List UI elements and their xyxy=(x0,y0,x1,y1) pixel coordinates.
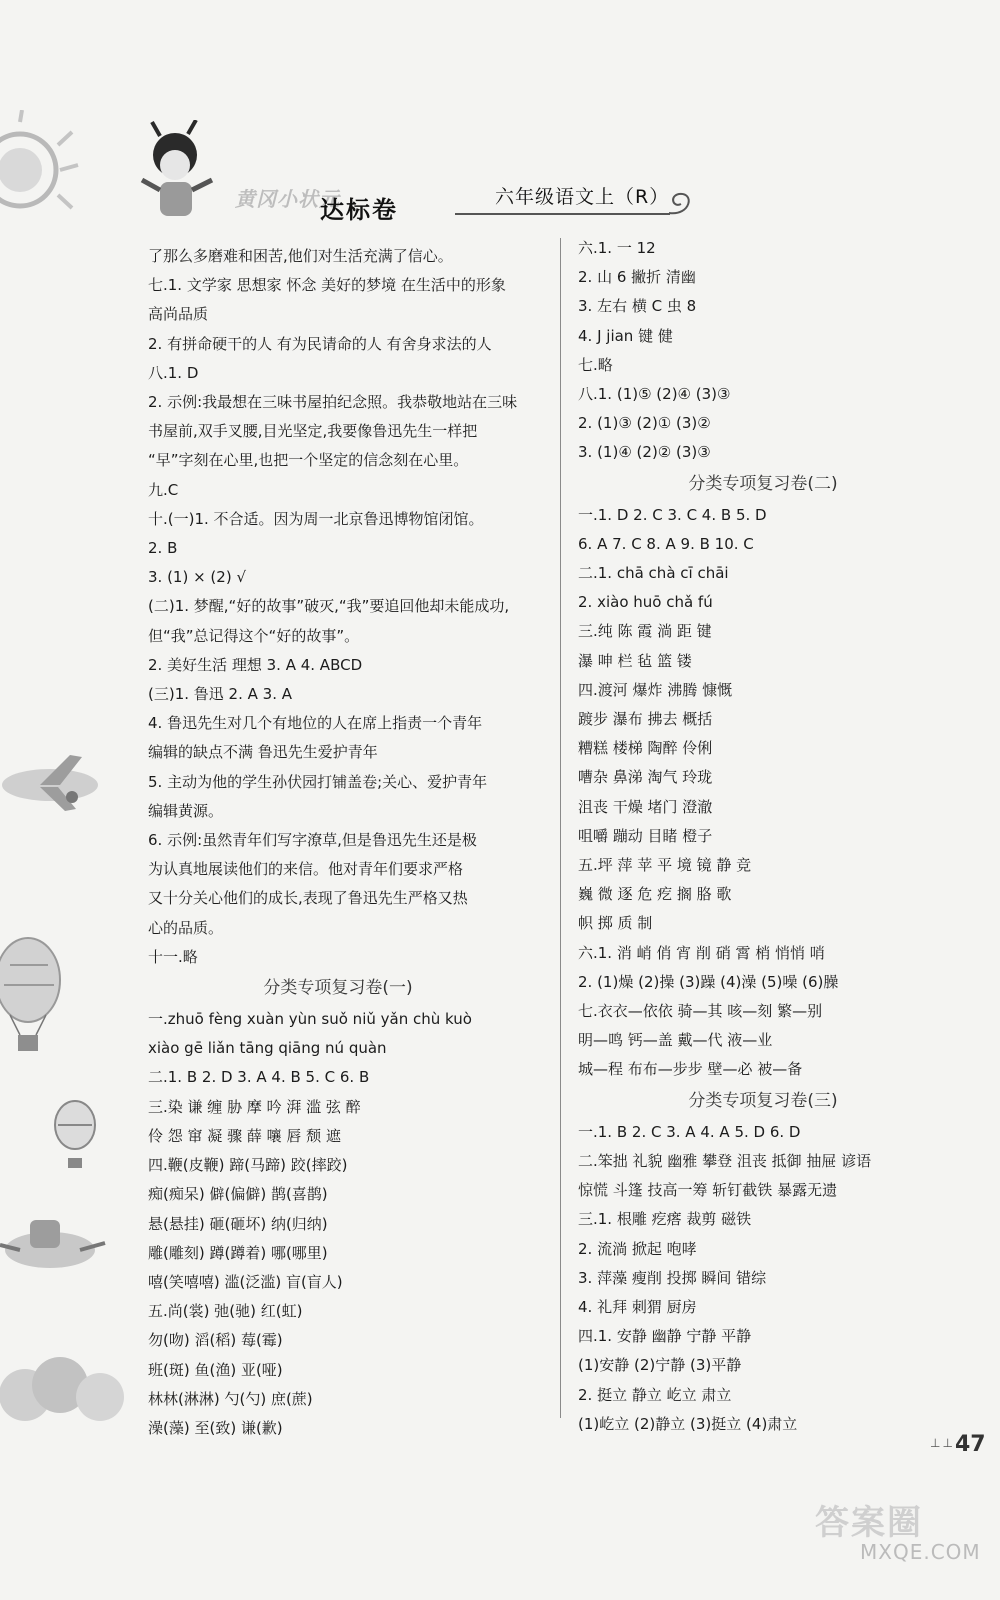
answer-line: 糟糕 楼梯 陶醉 伶俐 xyxy=(578,739,713,758)
answer-line: 5. 主动为他的学生孙伏园打铺盖卷;关心、爱护青年 xyxy=(148,772,488,791)
answer-line: 二.1. B 2. D 3. A 4. B 5. C 6. B xyxy=(148,1068,370,1087)
answer-line: 悬(悬挂) 砸(砸坏) 纳(归纳) xyxy=(148,1214,328,1233)
balloon-icon xyxy=(0,935,70,1065)
answer-line: 4. 鲁迅先生对几个有地位的人在席上指责一个青年 xyxy=(148,714,483,733)
answer-line: 四.鞭(皮鞭) 蹄(马蹄) 跤(摔跤) xyxy=(148,1156,348,1175)
answer-line: 2. (1)③ (2)① (3)② xyxy=(578,414,711,433)
grade-label: 六年级语文上（R） xyxy=(495,186,670,208)
answer-line: 五.坪 萍 苹 平 境 镜 静 竞 xyxy=(578,856,752,875)
answer-line: xiào gē liǎn tāng qiāng nú quàn xyxy=(148,1039,387,1058)
answer-line: 3. 萍藻 瘦削 投掷 瞬间 错综 xyxy=(578,1268,767,1287)
page-header xyxy=(0,0,1000,230)
answer-line: 三.染 谦 缠 胁 摩 吟 湃 滥 弦 醉 xyxy=(148,1097,361,1116)
page-number: 47 xyxy=(955,1432,986,1457)
answer-line: 惊慌 斗篷 技高一筹 斩钉截铁 暴露无遗 xyxy=(578,1181,838,1200)
answer-line: 心的品质。 xyxy=(148,918,224,937)
answer-line: 巍 微 逐 危 疙 搁 胳 歌 xyxy=(578,885,732,904)
answer-line: 2. xiào huō chǎ fú xyxy=(578,593,713,612)
answer-line: 四.1. 安静 幽静 宁静 平静 xyxy=(578,1327,752,1346)
right-column xyxy=(578,234,968,1439)
page-number-deco: ⊥⊥ xyxy=(930,1436,955,1450)
answer-line: 三.1. 根雕 疙瘩 裁剪 磁铁 xyxy=(578,1210,752,1229)
section-title: 分类专项复习卷(二) xyxy=(688,473,838,494)
answer-line: 痴(痴呆) 僻(偏僻) 鹊(喜鹊) xyxy=(148,1185,328,1204)
bush-icon xyxy=(0,1355,130,1425)
answer-line: 十.(一)1. 不合适。因为周一北京鲁迅博物馆闭馆。 xyxy=(148,509,484,528)
answer-line: 班(斑) 鱼(渔) 亚(哑) xyxy=(148,1360,283,1379)
answer-line: “早”字刻在心里,也把一个坚定的信念刻在心里。 xyxy=(148,451,469,470)
answer-line: 6. 示例:虽然青年们写字潦草,但是鲁迅先生还是极 xyxy=(148,831,477,850)
answer-line: 八.1. D xyxy=(148,363,199,382)
answer-line: 瀑 呻 栏 毡 篮 镂 xyxy=(578,651,692,670)
answer-line: 城—程 布布—步步 壁—必 被—备 xyxy=(578,1060,803,1079)
answer-line: 十一.略 xyxy=(148,947,198,966)
answer-line: 咀嚼 蹦动 目睹 橙子 xyxy=(578,826,713,845)
answer-line: 嘈杂 鼻涕 淘气 玲珑 xyxy=(578,768,713,787)
answer-line: 澡(藻) 至(致) 谦(歉) xyxy=(148,1418,283,1437)
mascot-icon xyxy=(130,120,240,230)
answer-line: (1)屹立 (2)静立 (3)挺立 (4)肃立 xyxy=(578,1414,798,1433)
answer-line: 雕(雕刻) 蹲(蹲着) 哪(哪里) xyxy=(148,1243,328,1262)
series-title: 达标卷 xyxy=(320,196,398,224)
answer-line: 4. 礼拜 刺猬 厨房 xyxy=(578,1297,697,1316)
answer-line: 3. (1) × (2) √ xyxy=(148,568,247,587)
answer-line: 高尚品质 xyxy=(148,305,209,324)
answer-line: (三)1. 鲁迅 2. A 3. A xyxy=(148,685,293,704)
answer-line: 一.1. D 2. C 3. C 4. B 5. D xyxy=(578,505,767,524)
answer-line: 为认真地展读他们的来信。他对青年们要求严格 xyxy=(148,860,464,879)
robot-plane-icon xyxy=(0,1205,110,1285)
answer-line: 沮丧 干燥 堵门 澄澈 xyxy=(578,797,713,816)
answer-line: 2. 挺立 静立 屹立 肃立 xyxy=(578,1385,732,1404)
left-column xyxy=(148,242,548,1443)
sun-icon xyxy=(0,110,80,240)
grade-underline xyxy=(455,213,670,215)
watermark-logo: 答案圈 xyxy=(815,1503,923,1543)
answer-line: 2. 有拼命硬干的人 有为民请命的人 有舍身求法的人 xyxy=(148,334,492,353)
column-divider xyxy=(560,238,561,1418)
answer-line: 编辑黄源。 xyxy=(148,801,224,820)
answer-line: 2. 示例:我最想在三味书屋拍纪念照。我恭敬地站在三味 xyxy=(148,393,518,412)
answer-line: 四.渡河 爆炸 沸腾 慷慨 xyxy=(578,680,733,699)
answer-line: 明—鸣 钙—盖 戴—代 液—业 xyxy=(578,1031,773,1050)
answer-line: 七.1. 文学家 思想家 怀念 美好的梦境 在生活中的形象 xyxy=(148,276,506,295)
answer-line: 八.1. (1)⑤ (2)④ (3)③ xyxy=(578,385,731,404)
brand-logo: 黄冈小状元 xyxy=(235,187,340,211)
answer-line: 一.zhuō fèng xuàn yùn suǒ niǔ yǎn chù kuò xyxy=(148,1010,472,1029)
answer-line: 3. (1)④ (2)② (3)③ xyxy=(578,443,711,462)
answer-line: 3. 左右 横 C 虫 8 xyxy=(578,297,697,316)
answer-line: (二)1. 梦醒,“好的故事”破灭,“我”要追回他却未能成功, xyxy=(148,597,510,616)
answer-line: 三.纯 陈 霞 淌 距 键 xyxy=(578,622,712,641)
answer-line: 编辑的缺点不满 鲁迅先生爱护青年 xyxy=(148,743,378,762)
airplane-icon xyxy=(0,745,110,815)
swirl-icon xyxy=(665,188,697,218)
answer-line: 林林(淋淋) 勺(勺) 庶(蔗) xyxy=(148,1389,313,1408)
answer-line: 嘻(笑嘻嘻) 滥(泛滥) 盲(盲人) xyxy=(148,1272,343,1291)
answer-line: 2. B xyxy=(148,539,178,558)
answer-line: 2. (1)燥 (2)操 (3)躁 (4)澡 (5)噪 (6)臊 xyxy=(578,972,839,991)
answer-line: 勿(吻) 滔(稻) 莓(霉) xyxy=(148,1331,283,1350)
answer-line: 又十分关心他们的成长,表现了鲁迅先生严格又热 xyxy=(148,889,468,908)
answer-line: 六.1. 消 峭 俏 宵 削 硝 霄 梢 悄悄 哨 xyxy=(578,943,825,962)
answer-line: 七.略 xyxy=(578,355,613,374)
answer-line: 六.1. 一 12 xyxy=(578,239,656,257)
answer-line: 6. A 7. C 8. A 9. B 10. C xyxy=(578,534,754,553)
answer-line: 二.笨拙 礼貌 幽雅 攀登 沮丧 抵御 抽屉 谚语 xyxy=(578,1151,872,1170)
answer-line: 但“我”总记得这个“好的故事”。 xyxy=(148,626,360,645)
answer-line: 伶 怨 窜 凝 骤 薛 嚷 唇 颓 遮 xyxy=(148,1126,341,1145)
answer-line: 九.C xyxy=(148,480,179,499)
answer-line: 踱步 瀑布 拂去 概括 xyxy=(578,710,713,729)
answer-line: 2. 流淌 掀起 咆哮 xyxy=(578,1239,697,1258)
answer-line: 4. J jian 键 健 xyxy=(578,326,673,345)
answer-line: 帜 掷 质 制 xyxy=(578,914,653,933)
answer-line: 一.1. B 2. C 3. A 4. A 5. D 6. D xyxy=(578,1122,801,1141)
answer-line: 书屋前,双手叉腰,目光坚定,我要像鲁迅先生一样把 xyxy=(148,422,478,441)
section-title: 分类专项复习卷(一) xyxy=(263,978,413,999)
watermark-url: MXQE.COM xyxy=(860,1540,981,1564)
balloon-small-icon xyxy=(50,1100,100,1180)
answer-line: 了那么多磨难和困苦,他们对生活充满了信心。 xyxy=(148,247,453,265)
answer-line: 二.1. chā chà cī chāi xyxy=(578,564,729,583)
answer-line: 七.衣衣—依依 骑—其 咳—刻 繁—别 xyxy=(578,1002,823,1021)
answer-line: (1)安静 (2)宁静 (3)平静 xyxy=(578,1356,742,1375)
answer-line: 2. 山 6 撇折 清幽 xyxy=(578,268,696,287)
answer-line: 五.尚(裳) 弛(驰) 红(虹) xyxy=(148,1302,303,1321)
answer-line: 2. 美好生活 理想 3. A 4. ABCD xyxy=(148,655,363,674)
section-title: 分类专项复习卷(三) xyxy=(688,1090,838,1111)
